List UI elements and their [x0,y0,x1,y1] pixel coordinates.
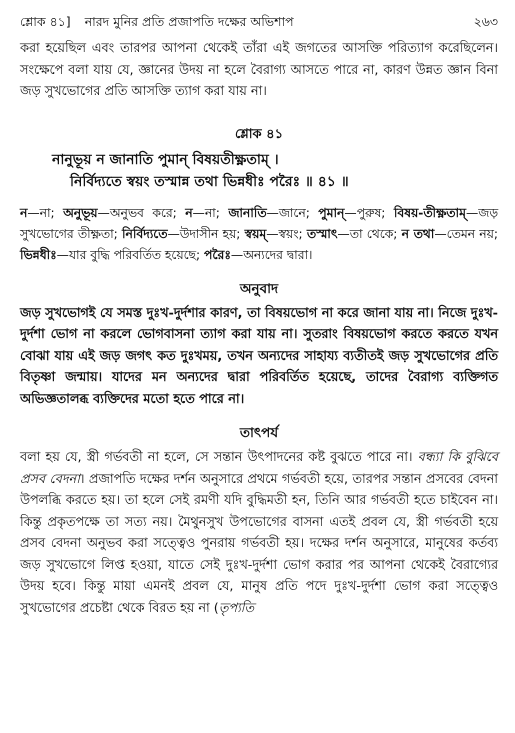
synonym-meaning: তা থেকে [349,226,394,241]
purport-quote: বন্ধ্যা কি বুঝিবে প্রসব বেদনা [20,450,498,487]
synonym-meaning: স্বয়ং [278,226,299,241]
book-page [20,10,498,619]
synonym-meaning: যার বুদ্ধি পরিবর্তিত হয়েছে [68,247,196,262]
synonym-meaning: উদাসীন হয় [179,226,237,241]
synonym-word: স্বয়ম্ [244,226,267,241]
intro-paragraph: করা হয়েছিল এবং তারপর আপনা থেকেই তাঁরা এই জগতের আসক্তি পরিত্যাগ করেছিলেন। সংক্ষেপে বলা যায় যে, জ্ঞানের উদয় না হলে বৈরাগ্য আসতে পারে না, কারণ উন্নত জ্ঞান বিনা জড় সুখভোগের প্রতি আসক্তি ত্যাগ করা যায় না। [20,41,498,99]
purport-trailing-italic: তৃপ্যতি [218,600,255,616]
purport-text-part-1: বলা হয় যে, স্ত্রী গর্ভবতী না হলে, সে সন্তান উৎপাদনের কষ্ট বুঝতে পারে না। [20,450,413,465]
purport-text [20,447,498,619]
synonym-meaning: না [39,205,51,220]
synonym-word: নির্বিদ্যতে [122,226,168,241]
synonym-meaning: জড় সুখভোগের তীক্ষ্ণতা [20,205,499,241]
synonym-word: পরৈঃ [204,247,231,262]
page-number: ২৬৩ [473,14,498,29]
verse-line-2: নির্বিদ্যতে স্বয়ং তস্মান্ন তথা ভিন্নধীঃ পরৈঃ ॥ ৪১ ॥ [70,173,349,190]
synonym-meaning: পুরুষ [356,205,382,220]
running-header [20,10,498,38]
synonym-word: তস্মাৎ [306,226,338,241]
purport-heading: তাৎপর্য [239,425,279,441]
synonym-word: ন [185,205,193,220]
synonym-word: ন তথা [401,226,435,241]
synonym-meaning: অনুভব করে [109,205,173,220]
synonym-word: পুমান্ [318,205,345,220]
header-verse-ref: শ্লোক ৪১] [20,14,71,29]
verse-number: শ্লোক ৪১ [234,126,284,142]
synonym-meaning: অন্যদের দ্বারা [243,247,309,262]
word-synonyms: ন—না; অনুভূয়—অনুভব করে; ন—না; জানাতি—জানে; পুমান্—পুরুষ; বিষয়-তীক্ষ্ণতাম্—জড় সুখভোগের তীক্ষ্ণতা; নির্বিদ্যতে—উদাসীন হয়; স্বয়ম্—স্বয়ং; তস্মাৎ—তা থেকে; ন তথা—তেমন নয়; ভিন্নধীঃ—যার বুদ্ধি পরিবর্তিত হয়েছে; পরৈঃ—অন্যদের দ্বারা। [20,205,499,262]
purport-text-part-2: । প্রজাপতি দক্ষের দর্শন অনুসারে প্রথমে গর্ভবতী হয়ে, তারপর সন্তান প্রসবের বেদনা উপলব্ধি করতে হয়। তা হলে সেই রমণী যদি বুদ্ধিমতী হন, তিনি আর গর্ভবতী হতে চাইবেন না। কিন্তু প্রকৃতপক্ষে তা সত্য নয়। মৈথুনসুখ উপভোগের বাসনা এতই প্রবল যে, স্ত্রী গর্ভবতী হয়ে প্রসব বেদনা অনুভব করা সত্ত্বেও পুনরায় গর্ভবতী হয়। দক্ষের দর্শন অনুসারে, মানুষের কর্তব্য জড় সুখভোগে লিপ্ত হওয়া, যাতে সেই দুঃখ-দুর্দশা ভোগ করার পর আপনা থেকেই বৈরাগ্যের উদয় হবে। কিন্তু মায়া এমনই প্রবল যে, মানুষ প্রতি পদে দুঃখ-দুর্দশা ভোগ করা সত্ত্বেও সুখভোগের প্রচেষ্টা থেকে বিরত হয় না ( [20,471,498,616]
synonym-meaning: জানে [278,205,306,220]
translation-heading: অনুবাদ [239,280,279,297]
synonym-meaning: তেমন নয় [446,226,494,241]
synonym-word: ন [20,205,28,220]
sanskrit-verse [20,149,498,193]
synonym-word: অনুভূয় [63,205,98,220]
translation-text: জড় সুখভোগই যে সমস্ত দুঃখ-দুর্দশার কারণ, তা বিষয়ভোগ না করে জানা যায় না। নিজে দুঃখ-দুর্দশা ভোগ না করলে ভোগবাসনা ত্যাগ করা যায় না। সুতরাং বিষয়ভোগ করতে করতে যখন বোঝা যায় এই জড় জগৎ কত দুঃখময়, তখন অন্যদের সাহায্য ব্যতীতই জড় সুখভোগের প্রতি বিতৃষ্ণা জন্মায়। যাদের মন অন্যদের দ্বারা পরিবর্তিত হয়েছে, তাদের বৈরাগ্য ব্যক্তিগত অভিজ্ঞতালব্ধ ব্যক্তিদের মতো হতে পারে না। [20,305,498,407]
header-chapter-title: নারদ মুনির প্রতি প্রজাপতি দক্ষের অভিশাপ [84,14,294,29]
synonym-meaning: না [204,205,216,220]
synonym-word: জানাতি [228,205,267,220]
verse-line-1: নানুভূয় ন জানাতি পুমান্ বিষয়তীক্ষ্ণতাম্ । [52,151,279,168]
synonym-word: বিষয়-তীক্ষ্ণতাম্ [393,205,466,220]
synonym-word: ভিন্নধীঃ [20,247,57,262]
